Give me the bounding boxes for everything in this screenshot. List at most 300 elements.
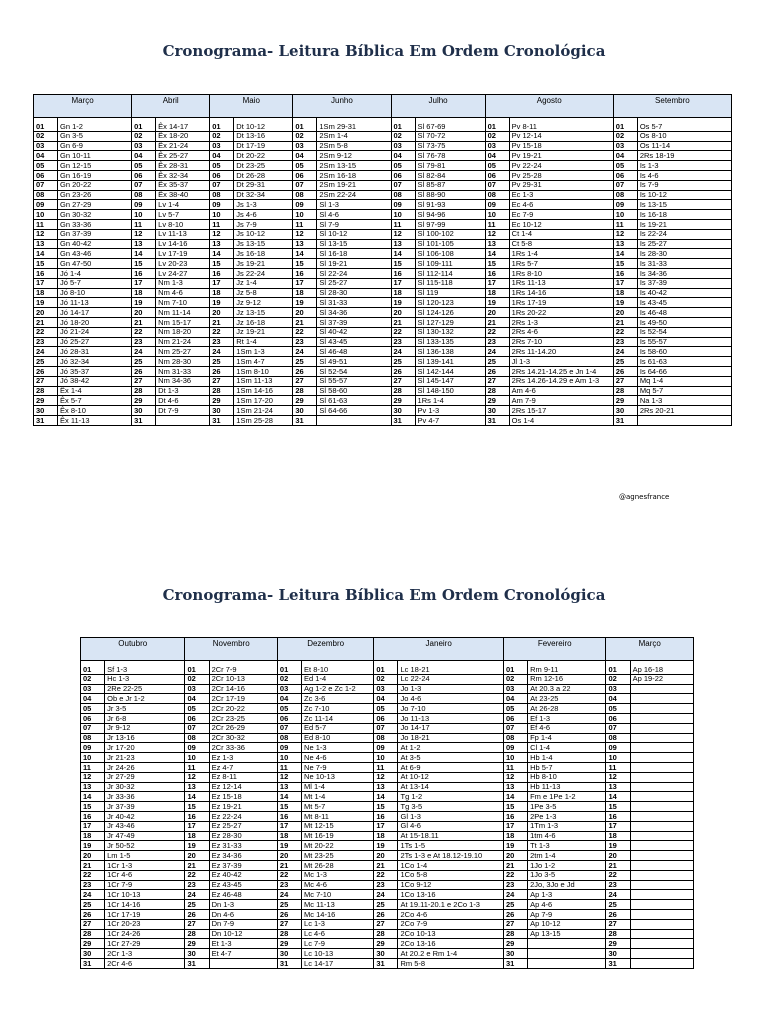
reading-cell: 1Sm 4-7 — [234, 357, 293, 367]
day-number: 06 — [210, 170, 234, 180]
day-number: 03 — [185, 684, 209, 694]
reading-cell: Jr 50-52 — [105, 841, 185, 851]
reading-cell: 1Rs 8-10 — [509, 268, 613, 278]
month-header: Maio — [210, 95, 293, 118]
day-number: 15 — [391, 259, 415, 269]
reading-cell: Gn 3-5 — [58, 131, 132, 141]
table-row — [81, 949, 694, 959]
day-number: 07 — [374, 723, 398, 733]
table-row — [81, 890, 694, 900]
reading-cell: 2Rs 7-10 — [509, 337, 613, 347]
month-header: Fevereiro — [503, 638, 606, 661]
reading-cell: Is 1-3 — [637, 161, 731, 171]
reading-cell: Ne 1-3 — [302, 743, 374, 753]
day-number: 14 — [391, 249, 415, 259]
reading-cell: Fm e 1Pe 1-2 — [528, 792, 606, 802]
reading-cell: Tt 1-3 — [528, 841, 606, 851]
reading-cell: 2Rs 15-17 — [509, 406, 613, 416]
day-number: 03 — [613, 141, 637, 151]
day-number: 02 — [34, 131, 58, 141]
reading-cell: Ap 7-9 — [528, 909, 606, 919]
day-number: 25 — [606, 900, 630, 910]
reading-cell: 2Ts 1-3 e At 18.12-19.10 — [398, 851, 504, 861]
reading-cell: Et 1-3 — [209, 939, 277, 949]
day-number: 06 — [293, 170, 317, 180]
day-number: 30 — [293, 406, 317, 416]
day-number: 06 — [185, 713, 209, 723]
day-number: 21 — [210, 317, 234, 327]
reading-cell: Mt 16-19 — [302, 831, 374, 841]
reading-cell: At 10-12 — [398, 772, 504, 782]
reading-cell: Jr 3-5 — [105, 704, 185, 714]
reading-cell: 1Co 9-12 — [398, 880, 504, 890]
reading-cell: Sl 109-111 — [415, 259, 485, 269]
month-header: Março — [606, 638, 694, 661]
reading-cell: At 6-9 — [398, 762, 504, 772]
day-number: 19 — [34, 298, 58, 308]
reading-cell: Jó 11-13 — [58, 298, 132, 308]
reading-cell: 1Cr 17-19 — [105, 909, 185, 919]
table-row — [34, 357, 732, 367]
reading-cell: 2Cr 30-32 — [209, 733, 277, 743]
day-number: 08 — [132, 190, 156, 200]
day-number: 13 — [293, 239, 317, 249]
day-number: 03 — [391, 141, 415, 151]
table-row — [34, 317, 732, 327]
reading-cell: Is 52-54 — [637, 327, 731, 337]
day-number: 17 — [210, 278, 234, 288]
day-number: 31 — [185, 958, 209, 968]
day-number: 30 — [132, 406, 156, 416]
month-header: Janeiro — [374, 638, 504, 661]
reading-cell: Gl 1-3 — [398, 811, 504, 821]
day-number: 10 — [132, 210, 156, 220]
day-number: 18 — [132, 288, 156, 298]
reading-cell: Is 61-63 — [637, 357, 731, 367]
reading-cell — [630, 821, 693, 831]
table-row — [34, 219, 732, 229]
day-number: 20 — [391, 308, 415, 318]
reading-cell: 1Rs 17-19 — [509, 298, 613, 308]
reading-cell: Ez 31-33 — [209, 841, 277, 851]
day-number: 05 — [34, 161, 58, 171]
reading-cell: Sl 76-78 — [415, 151, 485, 161]
day-number: 12 — [277, 772, 301, 782]
reading-cell: Nm 21-24 — [156, 337, 210, 347]
day-number: 23 — [210, 337, 234, 347]
day-number: 17 — [185, 821, 209, 831]
reading-cell: 2Co 13-16 — [398, 939, 504, 949]
day-number: 31 — [81, 958, 105, 968]
day-number: 05 — [81, 704, 105, 714]
table-row — [34, 327, 732, 337]
table-row — [34, 298, 732, 308]
day-number: 07 — [503, 723, 527, 733]
day-number: 19 — [374, 841, 398, 851]
reading-cell: 2Jo, 3Jo e Jd — [528, 880, 606, 890]
reading-cell: Lc 1-3 — [302, 919, 374, 929]
reading-cell: 2Pe 1-3 — [528, 811, 606, 821]
reading-cell — [630, 919, 693, 929]
reading-cell: Mc 1-3 — [302, 870, 374, 880]
reading-cell: Is 37-39 — [637, 278, 731, 288]
day-number: 04 — [293, 151, 317, 161]
reading-cell: Jr 30-32 — [105, 782, 185, 792]
day-number: 02 — [613, 131, 637, 141]
day-number: 20 — [613, 308, 637, 318]
reading-cell: 1Sm 8-10 — [234, 366, 293, 376]
reading-cell: Sl 37-39 — [317, 317, 391, 327]
reading-cell: 1Sm 14-16 — [234, 386, 293, 396]
reading-cell: 1Rs 1-4 — [509, 249, 613, 259]
day-number: 30 — [374, 949, 398, 959]
day-number: 09 — [210, 200, 234, 210]
day-number: 23 — [374, 880, 398, 890]
day-number: 18 — [185, 831, 209, 841]
day-number: 21 — [374, 860, 398, 870]
reading-cell: 1Rs 14-16 — [509, 288, 613, 298]
day-number: 27 — [277, 919, 301, 929]
day-number: 30 — [391, 406, 415, 416]
reading-cell: 1Jo 1-2 — [528, 860, 606, 870]
day-number: 18 — [34, 288, 58, 298]
reading-cell: Sl 61-63 — [317, 396, 391, 406]
reading-cell: Ag 1-2 e Zc 1-2 — [302, 684, 374, 694]
day-number: 13 — [613, 239, 637, 249]
reading-cell: 1Sm 1-3 — [234, 347, 293, 357]
day-number: 15 — [374, 802, 398, 812]
reading-cell: Dn 10-12 — [209, 929, 277, 939]
reading-cell: Dt 7-9 — [156, 406, 210, 416]
day-number: 21 — [185, 860, 209, 870]
reading-cell: At 19.11-20.1 e 2Co 1-3 — [398, 900, 504, 910]
day-number: 29 — [374, 939, 398, 949]
reading-cell: Ec 4-6 — [509, 200, 613, 210]
day-number: 28 — [34, 386, 58, 396]
reading-cell: Jr 40-42 — [105, 811, 185, 821]
table-row — [34, 396, 732, 406]
day-number: 22 — [485, 327, 509, 337]
day-number: 28 — [81, 929, 105, 939]
reading-cell: 2Sm 1-4 — [317, 131, 391, 141]
day-number: 29 — [277, 939, 301, 949]
day-number: 11 — [34, 219, 58, 229]
day-number: 21 — [503, 860, 527, 870]
day-number: 26 — [293, 366, 317, 376]
reading-cell: Tg 1-2 — [398, 792, 504, 802]
reading-cell: Ne 7-9 — [302, 762, 374, 772]
reading-cell: Is 19-21 — [637, 219, 731, 229]
reading-cell: Jz 1-4 — [234, 278, 293, 288]
day-number: 12 — [485, 229, 509, 239]
day-number: 18 — [613, 288, 637, 298]
day-number: 05 — [293, 161, 317, 171]
reading-cell: Jó 38-42 — [58, 376, 132, 386]
day-number: 27 — [613, 376, 637, 386]
day-number: 25 — [277, 900, 301, 910]
day-number: 26 — [374, 909, 398, 919]
day-number: 13 — [485, 239, 509, 249]
reading-cell: Gn 30-32 — [58, 210, 132, 220]
day-number: 28 — [293, 386, 317, 396]
day-number: 29 — [606, 939, 630, 949]
reading-cell — [156, 415, 210, 425]
reading-cell: Ez 15-18 — [209, 792, 277, 802]
reading-cell: Jr 6-8 — [105, 713, 185, 723]
day-number: 10 — [81, 753, 105, 763]
day-number: 12 — [374, 772, 398, 782]
reading-cell: Ez 37-39 — [209, 860, 277, 870]
table-row — [81, 860, 694, 870]
reading-cell — [630, 772, 693, 782]
day-number: 02 — [485, 131, 509, 141]
day-number: 22 — [606, 870, 630, 880]
day-number: 04 — [485, 151, 509, 161]
reading-cell: 1Co 1-4 — [398, 860, 504, 870]
day-number: 31 — [34, 415, 58, 425]
reading-cell: Tg 3-5 — [398, 802, 504, 812]
reading-cell: Sl 73-75 — [415, 141, 485, 151]
reading-cell: Is 58-60 — [637, 347, 731, 357]
day-number: 13 — [503, 782, 527, 792]
day-number: 15 — [277, 802, 301, 812]
day-number: 16 — [613, 268, 637, 278]
day-number: 11 — [606, 762, 630, 772]
reading-cell: Lv 24-27 — [156, 268, 210, 278]
day-number: 08 — [277, 733, 301, 743]
day-number: 24 — [81, 890, 105, 900]
day-number: 05 — [503, 704, 527, 714]
day-number: 04 — [81, 694, 105, 704]
reading-cell: 1Sm 25-28 — [234, 415, 293, 425]
day-number: 03 — [293, 141, 317, 151]
day-number: 20 — [185, 851, 209, 861]
reading-cell: 2Cr 26-29 — [209, 723, 277, 733]
day-number: 26 — [34, 366, 58, 376]
reading-cell: Hc 1-3 — [105, 674, 185, 684]
day-number: 19 — [277, 841, 301, 851]
reading-cell: Jó 5-7 — [58, 278, 132, 288]
reading-cell: Is 43-45 — [637, 298, 731, 308]
day-number: 07 — [210, 180, 234, 190]
day-number: 29 — [210, 396, 234, 406]
reading-cell: Nm 1-3 — [156, 278, 210, 288]
day-number: 25 — [293, 357, 317, 367]
day-number: 01 — [81, 665, 105, 674]
table-row — [81, 939, 694, 949]
reading-cell: At 20.3 a 22 — [528, 684, 606, 694]
day-number: 23 — [613, 337, 637, 347]
day-number: 03 — [210, 141, 234, 151]
day-number: 28 — [374, 929, 398, 939]
day-number: 17 — [485, 278, 509, 288]
day-number: 16 — [391, 268, 415, 278]
reading-cell: Êx 21-24 — [156, 141, 210, 151]
reading-cell: Is 64-66 — [637, 366, 731, 376]
reading-cell: Is 34-36 — [637, 268, 731, 278]
table-row — [81, 694, 694, 704]
day-number: 06 — [277, 713, 301, 723]
day-number: 26 — [210, 366, 234, 376]
day-number: 25 — [613, 357, 637, 367]
reading-cell: 1Cr 24-26 — [105, 929, 185, 939]
reading-cell: Pv 22-24 — [509, 161, 613, 171]
reading-cell: Ec 7-9 — [509, 210, 613, 220]
day-number: 23 — [606, 880, 630, 890]
day-number: 01 — [210, 122, 234, 131]
reading-cell: Sf 1-3 — [105, 665, 185, 674]
reading-cell — [630, 792, 693, 802]
reading-cell: Lv 20-23 — [156, 259, 210, 269]
reading-cell: Sl 119 — [415, 288, 485, 298]
day-number: 11 — [503, 762, 527, 772]
day-number: 31 — [613, 415, 637, 425]
reading-cell: 2Co 7-9 — [398, 919, 504, 929]
reading-cell — [630, 704, 693, 714]
reading-cell: Ap 16-18 — [630, 665, 693, 674]
day-number: 28 — [503, 929, 527, 939]
reading-cell: 2Rs 14.21-14.25 e Jn 1-4 — [509, 366, 613, 376]
reading-cell: Is 49-50 — [637, 317, 731, 327]
reading-cell: 1Co 5-8 — [398, 870, 504, 880]
day-number: 11 — [81, 762, 105, 772]
day-number: 27 — [485, 376, 509, 386]
day-number: 26 — [391, 366, 415, 376]
reading-cell: Jr 43-46 — [105, 821, 185, 831]
table-row — [34, 180, 732, 190]
table-row — [34, 376, 732, 386]
reading-cell: Sl 13-15 — [317, 239, 391, 249]
day-number: 14 — [374, 792, 398, 802]
day-number: 07 — [391, 180, 415, 190]
reading-cell: Sl 115-118 — [415, 278, 485, 288]
reading-cell: Lv 5-7 — [156, 210, 210, 220]
reading-cell: 1Pe 3-5 — [528, 802, 606, 812]
day-number: 28 — [606, 929, 630, 939]
day-number: 19 — [606, 841, 630, 851]
reading-cell — [630, 831, 693, 841]
day-number: 29 — [293, 396, 317, 406]
reading-cell — [630, 733, 693, 743]
day-number: 12 — [613, 229, 637, 239]
day-number: 25 — [503, 900, 527, 910]
day-number: 20 — [374, 851, 398, 861]
day-number: 31 — [210, 415, 234, 425]
reading-cell: Sl 34-36 — [317, 308, 391, 318]
day-number: 22 — [293, 327, 317, 337]
day-number: 12 — [185, 772, 209, 782]
day-number: 28 — [391, 386, 415, 396]
reading-cell: 2Cr 23-25 — [209, 713, 277, 723]
reading-cell: Mt 1-4 — [302, 792, 374, 802]
month-header: Abril — [132, 95, 210, 118]
day-number: 10 — [606, 753, 630, 763]
reading-cell: 2Cr 33-36 — [209, 743, 277, 753]
reading-cell: Is 10-12 — [637, 190, 731, 200]
reading-cell: At 23-25 — [528, 694, 606, 704]
reading-cell — [630, 723, 693, 733]
day-number: 11 — [185, 762, 209, 772]
day-number: 08 — [613, 190, 637, 200]
day-number: 16 — [132, 268, 156, 278]
day-number: 06 — [613, 170, 637, 180]
day-number: 28 — [485, 386, 509, 396]
schedule-1-title: Cronograma- Leitura Bíblica Em Ordem Cronológica — [162, 42, 606, 60]
day-number: 03 — [485, 141, 509, 151]
reading-cell: Ez 8-11 — [209, 772, 277, 782]
day-number: 21 — [613, 317, 637, 327]
day-number: 17 — [132, 278, 156, 288]
reading-cell: Jo 7-10 — [398, 704, 504, 714]
reading-cell: Js 7-9 — [234, 219, 293, 229]
reading-cell: 2Re 22-25 — [105, 684, 185, 694]
day-number: 11 — [374, 762, 398, 772]
day-number: 13 — [210, 239, 234, 249]
day-number: 11 — [277, 762, 301, 772]
day-number: 23 — [34, 337, 58, 347]
table-row — [34, 278, 732, 288]
day-number: 09 — [185, 743, 209, 753]
day-number: 18 — [485, 288, 509, 298]
day-number: 28 — [132, 386, 156, 396]
reading-cell: 2Rs 4-6 — [509, 327, 613, 337]
day-number: 28 — [185, 929, 209, 939]
day-number: 22 — [132, 327, 156, 337]
reading-cell: Sl 55-57 — [317, 376, 391, 386]
day-number: 17 — [391, 278, 415, 288]
day-number: 04 — [185, 694, 209, 704]
day-number: 30 — [210, 406, 234, 416]
reading-cell: Hb 11-13 — [528, 782, 606, 792]
schedule-1-header-row — [34, 95, 732, 118]
reading-cell: Sl 79-81 — [415, 161, 485, 171]
reading-cell: Sl 7-9 — [317, 219, 391, 229]
reading-cell: Lc 4-6 — [302, 929, 374, 939]
reading-cell: Sl 112-114 — [415, 268, 485, 278]
day-number: 01 — [606, 665, 630, 674]
reading-cell: 1Cr 27-29 — [105, 939, 185, 949]
reading-cell: Lc 10-13 — [302, 949, 374, 959]
day-number: 29 — [132, 396, 156, 406]
reading-cell: 1Rs 20-22 — [509, 308, 613, 318]
reading-cell: Lm 1-5 — [105, 851, 185, 861]
table-row — [81, 811, 694, 821]
reading-cell — [630, 762, 693, 772]
schedule-2-title: Cronograma- Leitura Bíblica Em Ordem Cronológica — [162, 586, 606, 604]
reading-cell: Zc 11-14 — [302, 713, 374, 723]
reading-cell: Jó 18-20 — [58, 317, 132, 327]
day-number: 31 — [485, 415, 509, 425]
day-number: 26 — [606, 909, 630, 919]
table-row — [34, 386, 732, 396]
reading-cell: Gn 10-11 — [58, 151, 132, 161]
reading-cell: Ap 1-3 — [528, 890, 606, 900]
reading-cell: Êx 25-27 — [156, 151, 210, 161]
day-number: 25 — [185, 900, 209, 910]
day-number: 05 — [185, 704, 209, 714]
reading-cell — [630, 851, 693, 861]
table-row — [81, 723, 694, 733]
reading-cell: 1Ts 1-5 — [398, 841, 504, 851]
day-number: 14 — [34, 249, 58, 259]
day-number: 17 — [613, 278, 637, 288]
reading-cell: 1Cr 4-6 — [105, 870, 185, 880]
reading-cell: Ez 28-30 — [209, 831, 277, 841]
day-number: 08 — [185, 733, 209, 743]
reading-cell: Js 16-18 — [234, 249, 293, 259]
reading-cell: Is 4-6 — [637, 170, 731, 180]
day-number: 02 — [374, 674, 398, 684]
